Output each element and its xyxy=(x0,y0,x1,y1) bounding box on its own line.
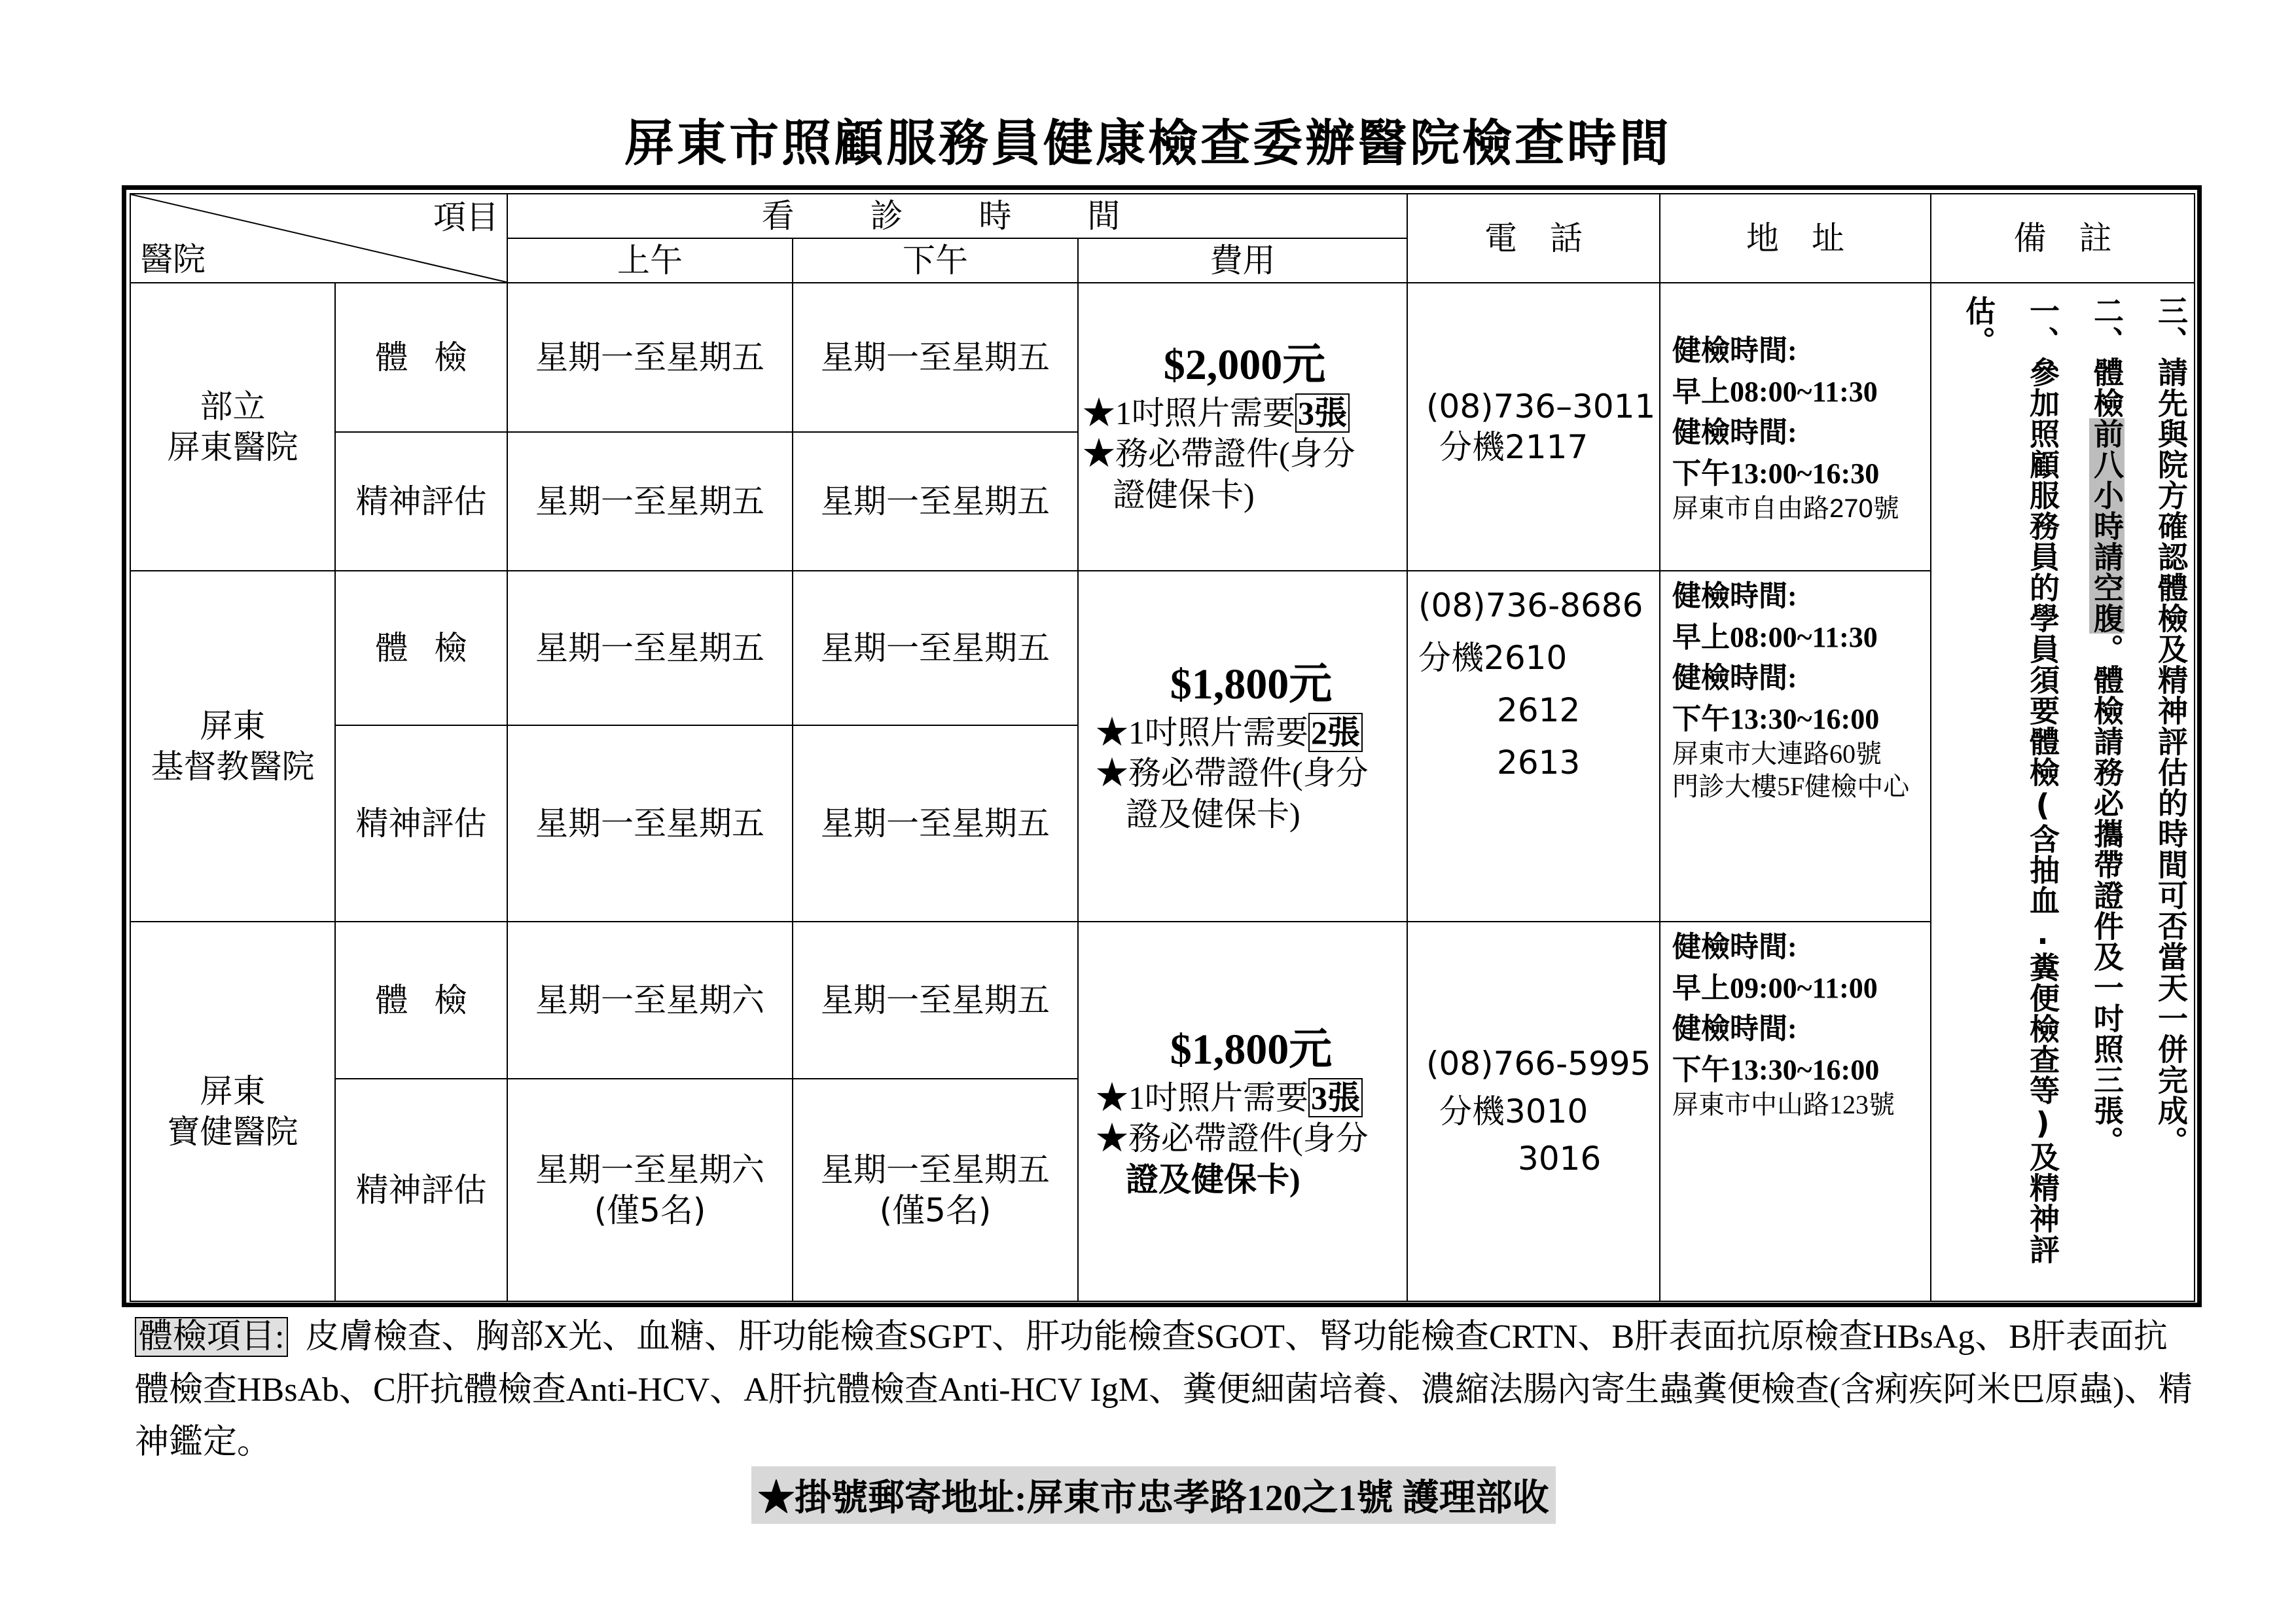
page-title: 屏東市照顧服務員健康檢查委辦醫院檢查時間 xyxy=(624,114,1672,172)
header-hospital: 醫院 xyxy=(140,240,206,278)
pm-schedule: 星期一至星期五 xyxy=(793,725,1078,922)
photo-count-box: 3張 xyxy=(1308,1078,1363,1117)
phone-cell: (08)736-8686 分機2610 2612 2613 xyxy=(1407,571,1660,922)
fee-price: $2,000元 xyxy=(1163,341,1326,389)
fee-cell: $1,800元 ★1吋照片需要3張 ★務必帶證件(身分 證及健保卡) xyxy=(1078,922,1407,1301)
address-cell: 健檢時間: 早上09:00~11:00 健檢時間: 下午13:30~16:00 屏東市中山路123號 xyxy=(1660,922,1931,1301)
category-label: 精神評估 xyxy=(335,1079,507,1301)
exam-items-text: 皮膚檢查、胸部X光、血糖、肝功能檢查SGPT、肝功能檢查SGOT、腎功能檢查CRTN、B肝表面抗原檢查HBsAg、B肝表面抗體檢查HBsAb、C肝抗體檢查Anti-HCV、A肝抗體檢查Anti-HCV IgM、糞便細菌培養、濃縮法腸內寄生蟲糞便檢查(含痢疾阿米巴原蟲)、精神鑑定。 xyxy=(135,1318,2193,1462)
hospital-name: 屏東 寶健醫院 xyxy=(130,922,335,1301)
fee-cell: $2,000元 ★1吋照片需要3張 ★務必帶證件(身分 證健保卡) xyxy=(1078,283,1407,571)
category-label: 體檢 xyxy=(335,571,507,725)
header-pm: 下午 xyxy=(793,238,1078,283)
header-am: 上午 xyxy=(507,238,793,283)
hospital-name: 部立 屏東醫院 xyxy=(130,283,335,571)
photo-count-box: 3張 xyxy=(1295,393,1350,433)
pm-schedule: 星期一至星期五 (僅5名) xyxy=(793,1079,1078,1301)
am-schedule: 星期一至星期五 xyxy=(507,283,793,432)
pm-schedule: 星期一至星期五 xyxy=(793,922,1078,1079)
header-address: 地 址 xyxy=(1660,194,1931,283)
header-clinic-time: 看 診 時 間 xyxy=(507,194,1407,238)
fee-cell: $1,800元 ★1吋照片需要2張 ★務必帶證件(身分 證及健保卡) xyxy=(1078,571,1407,922)
fee-price: $1,800元 xyxy=(1170,660,1333,708)
header-corner xyxy=(130,194,507,283)
header-fee: 費用 xyxy=(1078,238,1407,283)
pm-schedule: 星期一至星期五 xyxy=(793,432,1078,571)
am-schedule: 星期一至星期六 xyxy=(507,922,793,1079)
note-3: 三、請先與院方確認體檢及精神評估的時間可否當天一併完成。 xyxy=(2153,295,2189,1157)
category-label: 精神評估 xyxy=(335,432,507,571)
am-schedule: 星期一至星期六 (僅5名) xyxy=(507,1079,793,1301)
schedule-table xyxy=(130,193,2195,1302)
exam-items xyxy=(135,1311,2197,1470)
pm-schedule: 星期一至星期五 xyxy=(793,571,1078,725)
address-cell: 健檢時間: 早上08:00~11:30 健檢時間: 下午13:30~16:00 屏東市大連路60號 門診大樓5F健檢中心 xyxy=(1660,571,1931,922)
exam-items-label: 體檢項目: xyxy=(135,1317,288,1357)
mailing-address: ★掛號郵寄地址:屏東市忠孝路120之1號 護理部收 xyxy=(751,1466,1556,1524)
phone-cell: (08)736–3011 分機2117 xyxy=(1407,283,1660,571)
header-item: 項目 xyxy=(433,198,499,236)
note-1a: 一、參加照顧服務員的學員須要體檢(含抽血.糞便檢查等)及精神評 xyxy=(2025,295,2061,1265)
address-cell: 健檢時間: 早上08:00~11:30 健檢時間: 下午13:00~16:30 屏東市自由路270號 xyxy=(1660,283,1931,571)
header-phone: 電 話 xyxy=(1407,194,1660,283)
header-notes: 備 註 xyxy=(1931,194,2195,283)
fee-price: $1,800元 xyxy=(1170,1026,1333,1074)
notes-cell xyxy=(1931,283,2195,1301)
photo-count-box: 2張 xyxy=(1308,713,1363,752)
am-schedule: 星期一至星期五 xyxy=(507,432,793,571)
note-2: 二、體檢前八小時請空腹。體檢請務必攜帶證件及一吋照三張。 xyxy=(2089,295,2125,1157)
note-1b: 估。 xyxy=(1961,295,1997,357)
category-label: 精神評估 xyxy=(335,725,507,922)
am-schedule: 星期一至星期五 xyxy=(507,571,793,725)
phone-cell: (08)766-5995 分機3010 3016 xyxy=(1407,922,1660,1301)
category-label: 體檢 xyxy=(335,922,507,1079)
hospital-name: 屏東 基督教醫院 xyxy=(130,571,335,922)
category-label: 體檢 xyxy=(335,283,507,432)
pm-schedule: 星期一至星期五 xyxy=(793,283,1078,432)
am-schedule: 星期一至星期五 xyxy=(507,725,793,922)
